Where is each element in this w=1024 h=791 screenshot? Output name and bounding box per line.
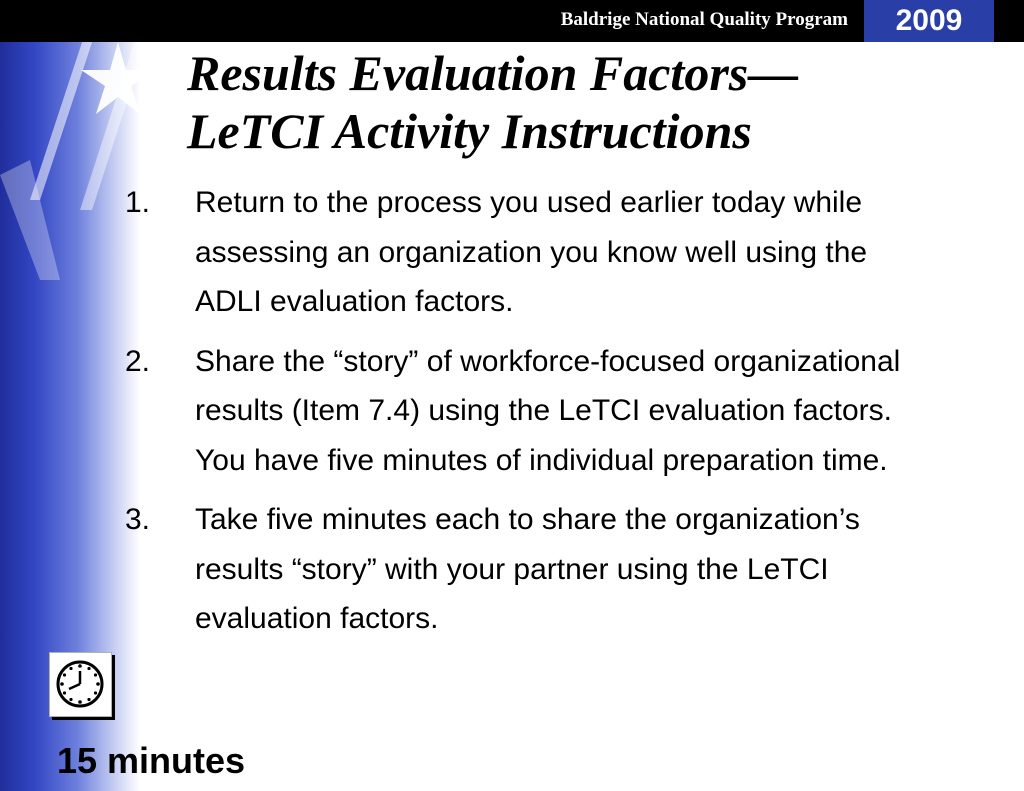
step-number: 2. bbox=[125, 344, 151, 378]
instruction-list bbox=[120, 178, 940, 654]
step-number: 3. bbox=[125, 503, 151, 536]
instruction-item bbox=[120, 178, 940, 327]
program-name: Baldrige National Quality Program bbox=[560, 9, 848, 30]
instruction-item bbox=[120, 337, 940, 486]
step-number: 1. bbox=[125, 186, 151, 219]
clock-icon bbox=[54, 659, 106, 709]
title-line-1: Results Evaluation Factors— bbox=[187, 45, 799, 101]
step-text: Take five minutes each to share the organization’s results “story” with your partner using the LeTCI evaluation factors. bbox=[195, 503, 860, 635]
step-text: Share the “story” of workforce-focused organizational results (Item 7.4) using the LeTCI evaluation factors. You have five minutes of individual preparation time. bbox=[195, 344, 901, 477]
title-line-2: LeTCI Activity Instructions bbox=[187, 103, 752, 159]
timer-label: 15 minutes bbox=[57, 740, 246, 781]
year-badge: 2009 bbox=[864, 0, 994, 42]
step-text: Return to the process you used earlier today while assessing an organization you know well using the ADLI evaluation factors. bbox=[195, 186, 868, 318]
slide-title bbox=[187, 44, 1007, 160]
clock-frame bbox=[49, 652, 112, 717]
instruction-item bbox=[120, 495, 940, 644]
star-logo-icon bbox=[0, 0, 140, 280]
